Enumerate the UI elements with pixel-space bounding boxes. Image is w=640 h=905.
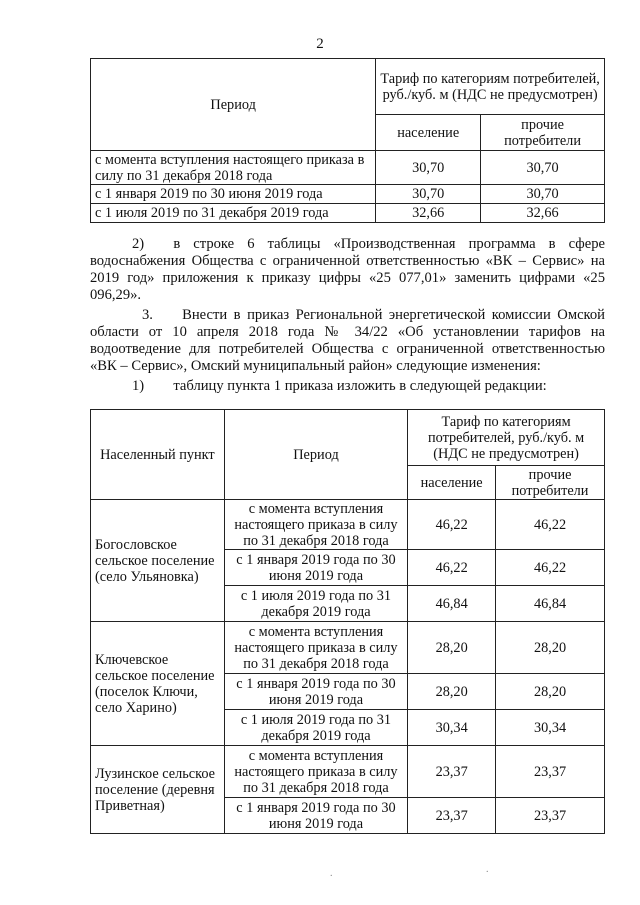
locality-cell: Ключевское сельское поселение (поселок Ключи, село Харино) xyxy=(91,622,225,746)
row-other: 46,22 xyxy=(496,550,605,586)
row-period: с 1 июля 2019 года по 31 декабря 2019 года xyxy=(224,710,407,746)
table-row xyxy=(91,151,605,185)
paragraph-3-1: 1) таблицу пункта 1 приказа изложить в следующей редакции: xyxy=(132,378,547,394)
row-other: 30,70 xyxy=(481,151,605,185)
row-population: 30,70 xyxy=(376,185,481,204)
row-period: с момента вступления настоящего приказа в силу по 31 декабря 2018 года xyxy=(224,746,407,798)
row-period: с момента вступления настоящего приказа в силу по 31 декабря 2018 года xyxy=(224,622,407,674)
row-period: с момента вступления настоящего приказа в силу по 31 декабря 2018 года xyxy=(224,500,407,550)
row-other: 28,20 xyxy=(496,622,605,674)
row-other: 46,22 xyxy=(496,500,605,550)
row-other: 46,84 xyxy=(496,586,605,622)
row-population: 30,70 xyxy=(376,151,481,185)
header-other: прочие потребители xyxy=(481,115,605,151)
scan-speck: . xyxy=(486,864,489,875)
header-locality: Населенный пункт xyxy=(91,410,225,500)
row-population: 32,66 xyxy=(376,204,481,223)
row-period: с 1 июля 2019 года по 31 декабря 2019 года xyxy=(224,586,407,622)
header-period: Период xyxy=(91,59,376,151)
row-period: с 1 июля 2019 по 31 декабря 2019 года xyxy=(91,204,376,223)
header-other: прочие потребители xyxy=(496,466,605,500)
table-row xyxy=(91,204,605,223)
row-period: с момента вступления настоящего приказа в силу по 31 декабря 2018 года xyxy=(91,151,376,185)
row-other: 23,37 xyxy=(496,798,605,834)
locality-cell: Лузинское сельское поселение (деревня Приветная) xyxy=(91,746,225,834)
header-tariff-group: Тариф по категориям потребителей, руб./куб. м (НДС не предусмотрен) xyxy=(408,410,605,466)
header-tariff-group: Тариф по категориям потребителей, руб./куб. м (НДС не предусмотрен) xyxy=(376,59,605,115)
row-period: с 1 января 2019 года по 30 июня 2019 года xyxy=(224,550,407,586)
row-population: 23,37 xyxy=(408,746,496,798)
locality-cell: Богословское сельское поселение (село Ульяновка) xyxy=(91,500,225,622)
header-period: Период xyxy=(224,410,407,500)
row-population: 46,84 xyxy=(408,586,496,622)
tariff-table-wastewater xyxy=(90,409,605,834)
row-period: с 1 января 2019 года по 30 июня 2019 года xyxy=(224,674,407,710)
scan-speck: . xyxy=(330,868,333,879)
row-other: 30,70 xyxy=(481,185,605,204)
tariff-table-water-supply xyxy=(90,58,605,223)
row-other: 32,66 xyxy=(481,204,605,223)
row-population: 46,22 xyxy=(408,550,496,586)
table-row xyxy=(91,500,605,550)
row-other: 30,34 xyxy=(496,710,605,746)
row-population: 28,20 xyxy=(408,622,496,674)
header-population: население xyxy=(408,466,496,500)
row-population: 28,20 xyxy=(408,674,496,710)
paragraph-2: 2) в строке 6 таблицы «Производственная программа в сфере водоснабжения Общества с ограниченной ответственностью «ВК – Сервис» на 2019 год» приложения к приказу цифры «25 077,01» заменить цифрами «25 096,29». xyxy=(90,236,605,303)
paragraph-3: 3. Внести в приказ Региональной энергетической комиссии Омской области от 10 апреля 2018 года № 34/22 «Об установлении тарифов на водоотведение для потребителей Общества с ограниченной ответственностью «ВК – Сервис», Омский муниципальный район» следующие изменения: xyxy=(90,307,605,374)
row-population: 23,37 xyxy=(408,798,496,834)
header-population: население xyxy=(376,115,481,151)
table-row xyxy=(91,622,605,674)
table-row xyxy=(91,185,605,204)
row-population: 30,34 xyxy=(408,710,496,746)
row-other: 23,37 xyxy=(496,746,605,798)
row-period: с 1 января 2019 года по 30 июня 2019 года xyxy=(224,798,407,834)
row-period: с 1 января 2019 по 30 июня 2019 года xyxy=(91,185,376,204)
row-other: 28,20 xyxy=(496,674,605,710)
table-row xyxy=(91,746,605,798)
page-number: 2 xyxy=(316,36,324,52)
row-population: 46,22 xyxy=(408,500,496,550)
